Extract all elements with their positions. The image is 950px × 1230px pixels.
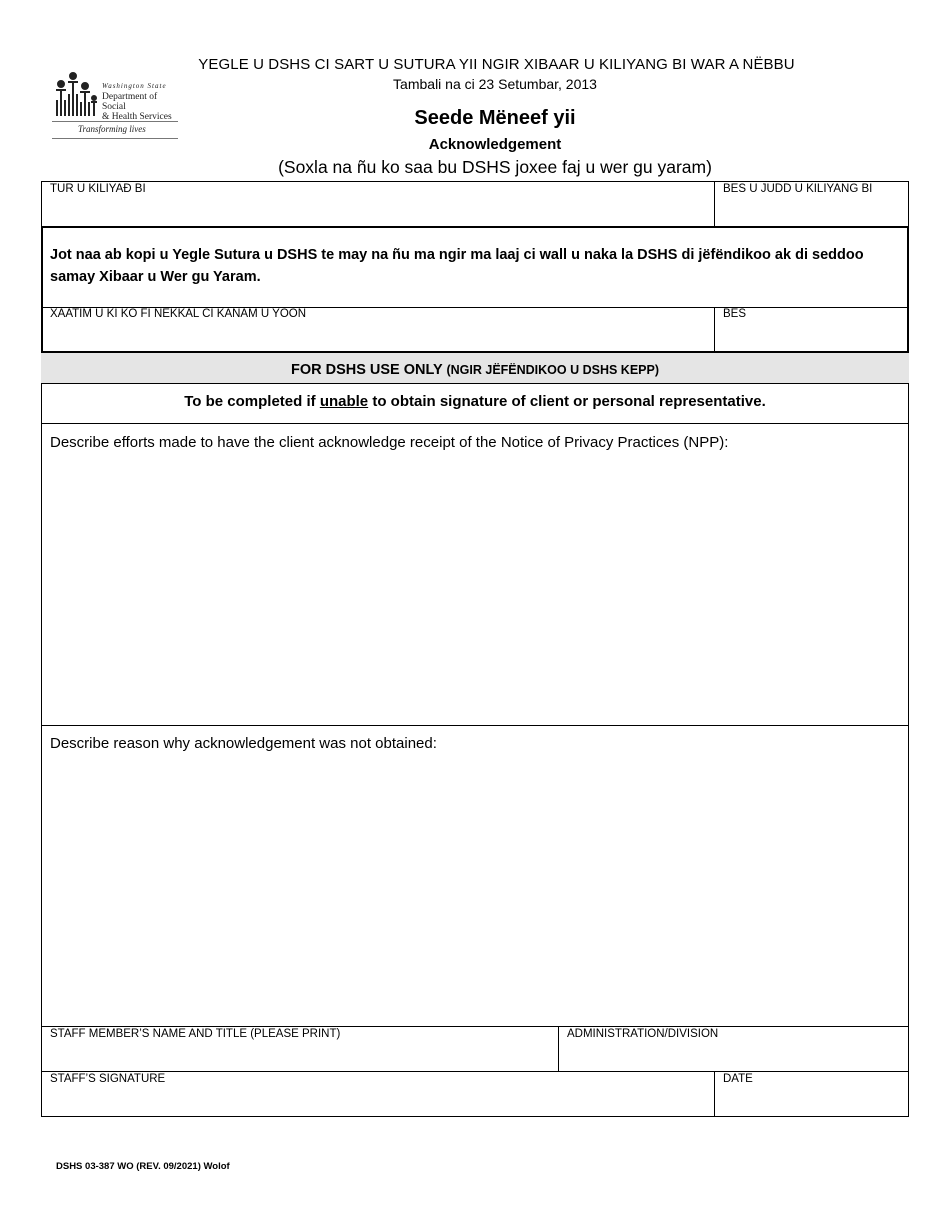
signature-field[interactable]	[43, 323, 713, 351]
client-name-label: TUR U KILIYAÐ BI	[50, 183, 146, 195]
effective-date: Tambali na ci 23 Setumbar, 2013	[393, 76, 597, 92]
staff-name-label: STAFF MEMBER’S NAME AND TITLE (PLEASE PRINT)	[50, 1028, 341, 1040]
admin-division-label: ADMINISTRATION/DIVISION	[567, 1028, 719, 1040]
staff-date-field[interactable]	[715, 1088, 908, 1115]
client-name-field[interactable]	[42, 198, 713, 226]
logo-dept-line2: & Health Services	[102, 112, 172, 122]
reason-textarea[interactable]	[42, 756, 908, 1024]
dshs-heading-small: (NGIR JËFËNDIKOO U DSHS KEPP)	[446, 363, 660, 377]
reason-label: Describe reason why acknowledgement was not obtained:	[50, 735, 437, 752]
form-number: DSHS 03-387 WO (REV. 09/2021) Wolof	[56, 1161, 230, 1172]
header-note: (Soxla na ñu ko saa bu DSHS joxee faj u wer gu yaram)	[278, 157, 712, 177]
instruction-pre: To be completed if	[184, 393, 316, 410]
divider	[41, 423, 909, 424]
page-title: Seede Mëneef yii	[414, 107, 576, 129]
date-label: BES	[723, 308, 747, 320]
logo-dept-line1: Department of Social	[102, 92, 158, 112]
dshs-heading-main: FOR DSHS USE ONLY	[290, 362, 443, 378]
acknowledgement-statement: Jot naa ab kopi u Yegle Sutura u DSHS te may na ñu ma ngir ma laaj ci wall u naka la DSHS di jëfëndikoo ak di seddoo samay Xibaar u Wer gu Yaram.	[50, 247, 864, 285]
divider	[41, 383, 909, 384]
logo-tagline: Transforming lives	[78, 124, 146, 134]
signature-label: XAATIM U KI KO FI NEKKAL CI KANAM U YOON	[50, 308, 307, 320]
divider	[41, 725, 909, 726]
instruction-underlined: unable	[319, 393, 369, 410]
client-dob-field[interactable]	[715, 198, 908, 226]
efforts-label: Describe efforts made to have the client acknowledge receipt of the Notice of Privacy Practices (NPP):	[50, 434, 729, 451]
staff-date-label: DATE	[723, 1073, 753, 1085]
staff-name-field[interactable]	[42, 1043, 557, 1070]
staff-signature-label: STAFF’S SIGNATURE	[50, 1073, 166, 1085]
completion-instruction	[41, 393, 909, 410]
date-field[interactable]	[715, 323, 907, 351]
client-dob-label: BES U JUDD U KILIYANG BI	[723, 183, 873, 195]
form-heading: YEGLE U DSHS CI SART U SUTURA YII NGIR XIBAAR U KILIYANG BI WAR A NËBBU	[198, 56, 795, 73]
efforts-textarea[interactable]	[42, 455, 908, 723]
page-subtitle: Acknowledgement	[428, 136, 562, 153]
admin-division-field[interactable]	[559, 1043, 908, 1070]
dshs-use-only-heading	[41, 362, 909, 378]
logo-state: Washington State	[102, 82, 167, 90]
staff-signature-field[interactable]	[42, 1088, 713, 1115]
divider	[41, 1071, 909, 1072]
divider	[41, 1026, 909, 1027]
instruction-post: to obtain signature of client or personal representative.	[372, 393, 766, 410]
